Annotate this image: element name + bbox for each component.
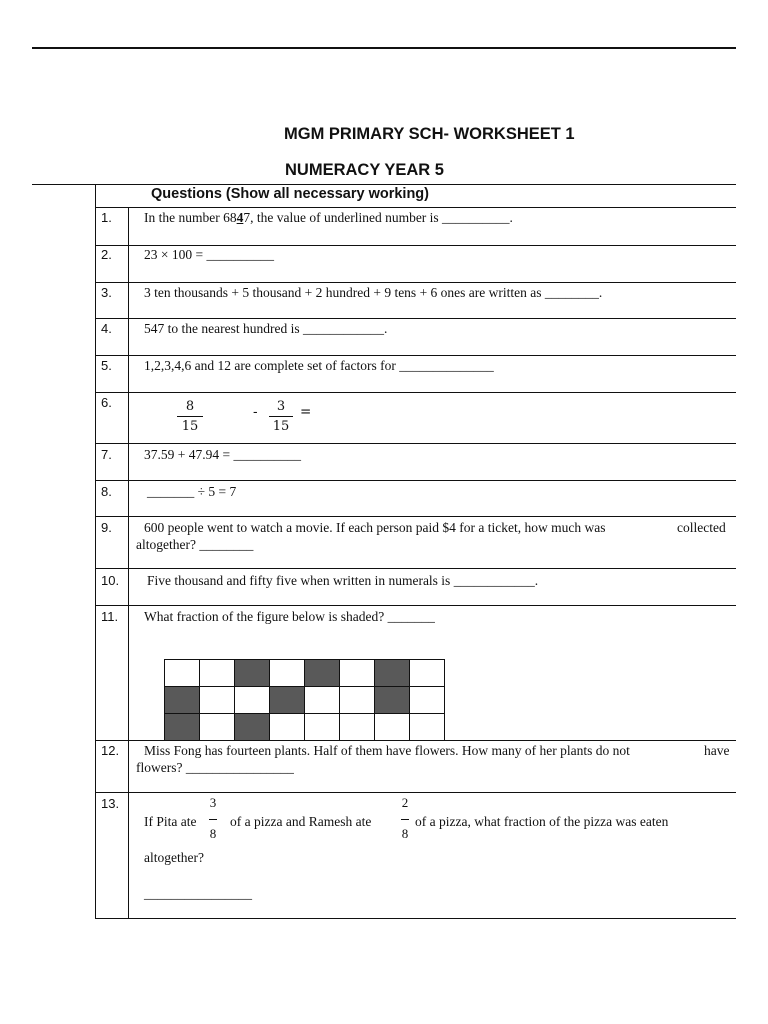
fraction-numerator: 3 bbox=[276, 399, 286, 414]
question-13-prefix: If Pita ate bbox=[144, 814, 197, 829]
grid-cell-unshaded bbox=[340, 660, 375, 687]
fraction-bar bbox=[401, 819, 409, 820]
fraction-denominator: 15 bbox=[272, 419, 290, 434]
question-7-text: 37.59 + 47.94 = __________ bbox=[144, 447, 301, 462]
table-left-border bbox=[95, 184, 96, 919]
worksheet-subtitle: NUMERACY YEAR 5 bbox=[285, 161, 444, 179]
table-top-border bbox=[32, 184, 736, 185]
question-9-line-1-end: collected bbox=[677, 520, 726, 535]
shaded-figure-grid bbox=[164, 659, 445, 741]
row-divider bbox=[95, 605, 736, 606]
grid-cell-shaded bbox=[375, 660, 410, 687]
question-number: 7. bbox=[101, 447, 112, 462]
question-number: 9. bbox=[101, 520, 112, 535]
grid-cell-unshaded bbox=[270, 660, 305, 687]
question-1-suffix: 7, the value of underlined number is __________. bbox=[243, 210, 513, 225]
question-13-suffix: of a pizza, what fraction of the pizza was eaten bbox=[415, 814, 669, 829]
grid-cell-shaded bbox=[235, 660, 270, 687]
minus-sign: - bbox=[253, 404, 258, 420]
grid-cell-unshaded bbox=[340, 714, 375, 741]
fraction-bar bbox=[209, 819, 217, 820]
question-number: 13. bbox=[101, 796, 120, 811]
fraction-8-15 bbox=[177, 399, 203, 434]
question-9-line-1: 600 people went to watch a movie. If each person paid $4 for a ticket, how much was bbox=[144, 520, 606, 535]
row-divider bbox=[95, 516, 736, 517]
question-12-line-1: Miss Fong has fourteen plants. Half of them have flowers. How many of her plants do not bbox=[144, 743, 630, 758]
row-divider bbox=[95, 355, 736, 356]
top-rule bbox=[32, 47, 736, 49]
grid-cell-unshaded bbox=[235, 687, 270, 714]
fraction-numerator: 3 bbox=[209, 795, 217, 810]
fraction-bar bbox=[177, 416, 203, 417]
question-number: 10. bbox=[101, 573, 120, 588]
fraction-denominator: 8 bbox=[209, 826, 217, 841]
question-4-text: 547 to the nearest hundred is ____________. bbox=[144, 321, 388, 336]
fraction-bar bbox=[269, 416, 293, 417]
row-divider bbox=[95, 207, 736, 208]
grid-cell-shaded bbox=[235, 714, 270, 741]
number-column-divider bbox=[128, 207, 129, 919]
question-number: 2. bbox=[101, 247, 112, 262]
fraction-2-8 bbox=[398, 795, 412, 842]
grid-cell-unshaded bbox=[305, 714, 340, 741]
answer-line: ________________ bbox=[144, 886, 252, 901]
row-divider bbox=[95, 245, 736, 246]
grid-row bbox=[165, 714, 445, 741]
question-13-line-2: altogether? bbox=[144, 850, 204, 865]
grid-cell-shaded bbox=[305, 660, 340, 687]
grid-cell-unshaded bbox=[410, 660, 445, 687]
grid-cell-unshaded bbox=[165, 660, 200, 687]
grid-cell-unshaded bbox=[200, 714, 235, 741]
fraction-3-8 bbox=[206, 795, 220, 842]
grid-cell-unshaded bbox=[410, 687, 445, 714]
grid-cell-shaded bbox=[165, 714, 200, 741]
fraction-numerator: 8 bbox=[185, 399, 195, 414]
grid-cell-shaded bbox=[165, 687, 200, 714]
question-number: 11. bbox=[101, 609, 119, 624]
question-8-text: _______ ÷ 5 = 7 bbox=[147, 484, 237, 499]
row-divider bbox=[95, 443, 736, 444]
question-1-text bbox=[144, 210, 513, 226]
question-9-line-2: altogether? ________ bbox=[136, 537, 254, 552]
grid-row bbox=[165, 687, 445, 714]
question-10-text: Five thousand and fifty five when written in numerals is ____________. bbox=[147, 573, 539, 588]
question-5-text: 1,2,3,4,6 and 12 are complete set of factors for ______________ bbox=[144, 358, 494, 373]
question-12-line-2: flowers? ________________ bbox=[136, 760, 294, 775]
question-13-middle: of a pizza and Ramesh ate bbox=[230, 814, 372, 829]
row-divider bbox=[95, 282, 736, 283]
question-1-prefix: In the number 68 bbox=[144, 210, 237, 225]
question-12-line-1-end: have bbox=[704, 743, 730, 758]
grid-cell-unshaded bbox=[410, 714, 445, 741]
fraction-numerator: 2 bbox=[401, 795, 409, 810]
question-3-text: 3 ten thousands + 5 thousand + 2 hundred + 9 tens + 6 ones are written as ________. bbox=[144, 285, 603, 300]
grid-cell-unshaded bbox=[200, 660, 235, 687]
question-2-text: 23 × 100 = __________ bbox=[144, 247, 274, 262]
underlined-digit: 4 bbox=[236, 210, 244, 225]
question-number: 6. bbox=[101, 395, 112, 410]
row-divider bbox=[95, 318, 736, 319]
grid-row bbox=[165, 660, 445, 687]
grid-cell-shaded bbox=[270, 687, 305, 714]
fraction-denominator: 8 bbox=[401, 826, 409, 841]
row-divider bbox=[95, 792, 736, 793]
row-divider bbox=[95, 568, 736, 569]
grid-cell-unshaded bbox=[340, 687, 375, 714]
question-11-text: What fraction of the figure below is shaded? _______ bbox=[144, 609, 435, 624]
fraction-3-15 bbox=[269, 399, 293, 434]
equals-sign: = bbox=[300, 404, 312, 420]
question-number: 4. bbox=[101, 321, 112, 336]
grid-cell-unshaded bbox=[200, 687, 235, 714]
row-divider bbox=[95, 480, 736, 481]
grid-cell-unshaded bbox=[375, 714, 410, 741]
question-number: 3. bbox=[101, 285, 112, 300]
row-divider bbox=[95, 392, 736, 393]
question-number: 8. bbox=[101, 484, 112, 499]
grid-cell-shaded bbox=[375, 687, 410, 714]
question-number: 1. bbox=[101, 210, 112, 225]
question-number: 12. bbox=[101, 743, 120, 758]
questions-heading: Questions (Show all necessary working) bbox=[151, 186, 429, 202]
grid-cell-unshaded bbox=[305, 687, 340, 714]
question-number: 5. bbox=[101, 358, 112, 373]
table-bottom-border bbox=[95, 918, 736, 919]
worksheet-title: MGM PRIMARY SCH- WORKSHEET 1 bbox=[284, 125, 575, 143]
fraction-denominator: 15 bbox=[181, 419, 199, 434]
grid-cell-unshaded bbox=[270, 714, 305, 741]
